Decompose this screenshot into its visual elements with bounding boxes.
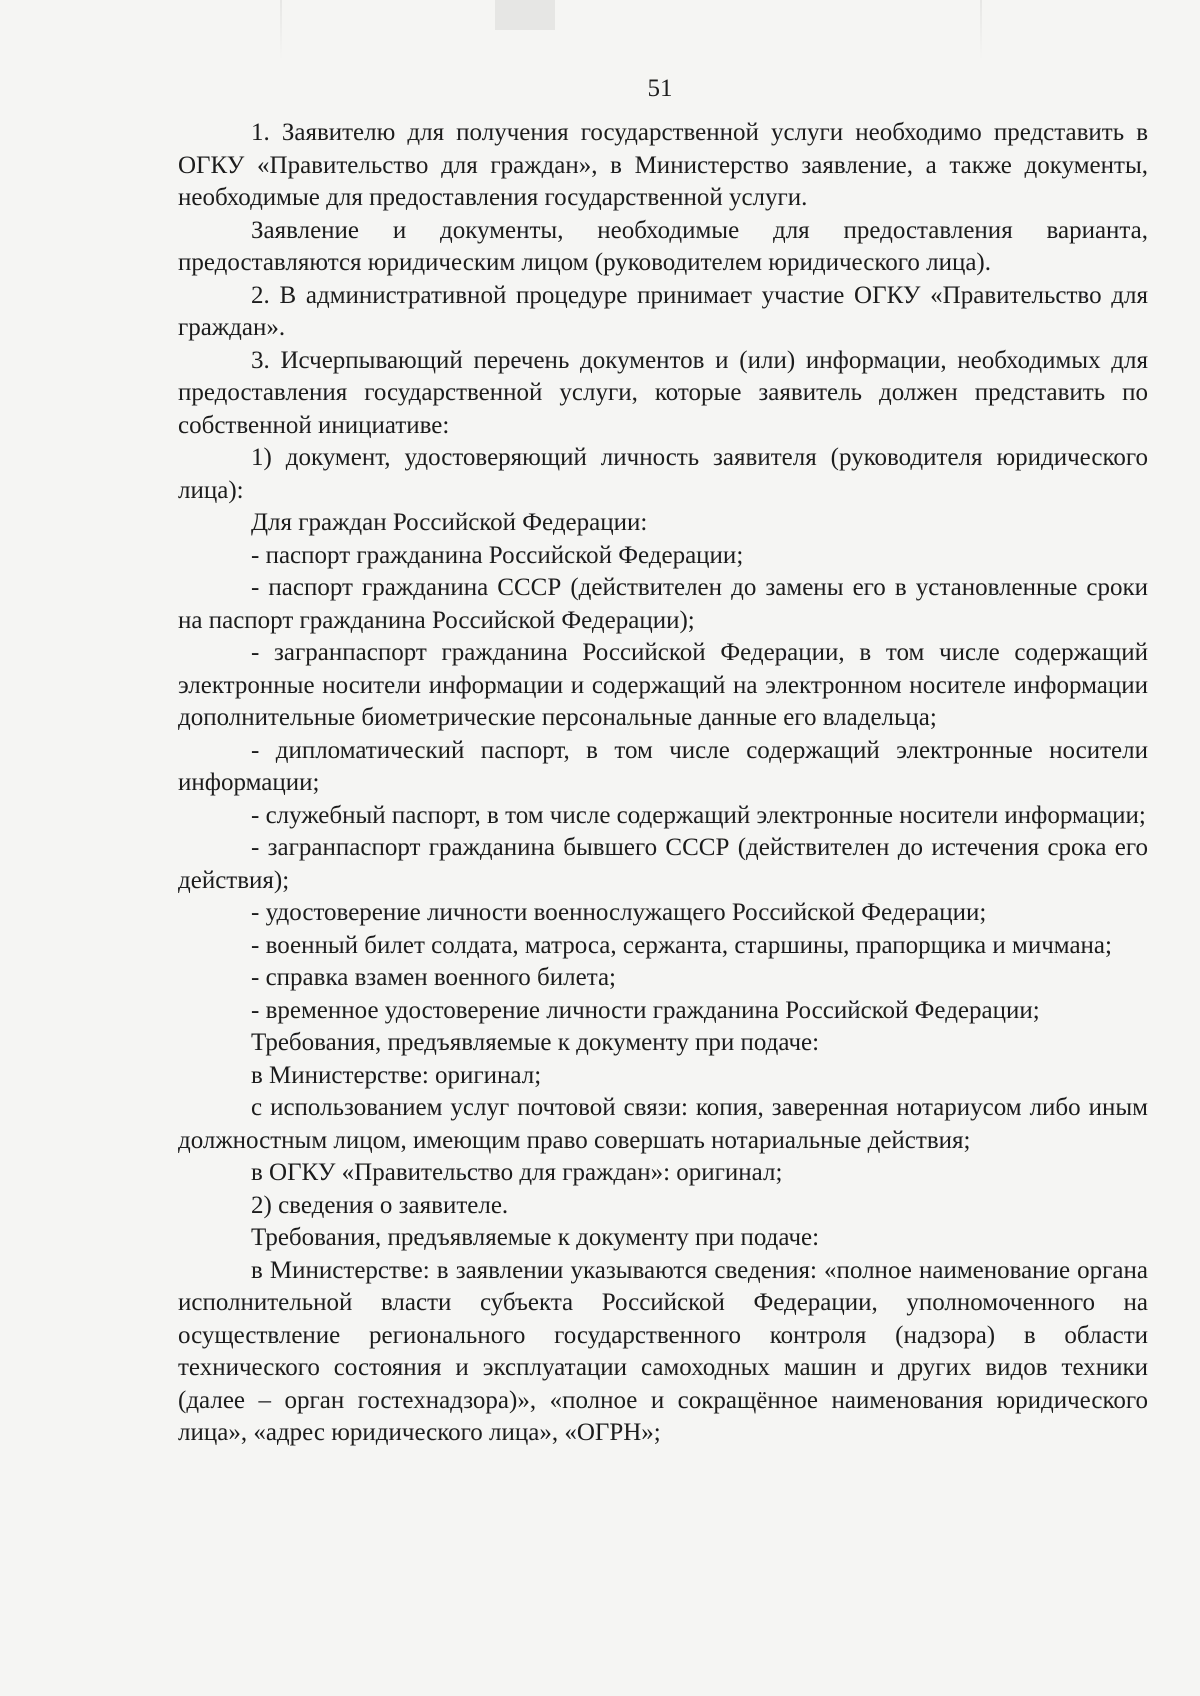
list-item: - удостоверение личности военнослужащего Российской Федерации; bbox=[251, 899, 987, 926]
scan-artifact bbox=[495, 0, 555, 30]
list-item: - военный билет солдата, матроса, сержанта, старшины, прапорщика и мичмана; bbox=[251, 931, 1112, 959]
page-number: 51 bbox=[647, 75, 673, 102]
paragraph: 2. В административной процедуре принимает участие ОГКУ «Правительство для граждан». bbox=[178, 281, 1148, 341]
paragraph: 1. Заявителю для получения государственной услуги необходимо представить в ОГКУ «Правительство для граждан», в Министерство заявление, а также документы, необходимые для предоставления государственной услуги. bbox=[178, 119, 1148, 211]
paragraph: в Министерстве: в заявлении указываются сведения: «полное наименование органа исполнительной власти субъекта Российской Федерации, уполномоченного на осуществление регионального государственного контроля (надзора) в области технического состояния и эксплуатации самоходных машин и других видов техники (далее – орган гостехнадзора)», «полное и сокращённое наименования юридического лица», «адрес юридического лица», «ОГРН»; bbox=[178, 1256, 1148, 1446]
paragraph: 3. Исчерпывающий перечень документов и (или) информации, необходимых для предоставления государственной услуги, которые заявитель должен представить по собственной инициативе: bbox=[178, 346, 1148, 439]
paragraph: 2) сведения о заявителе. bbox=[251, 1191, 509, 1219]
paragraph: Требования, предъявляемые к документу при подаче: bbox=[251, 1224, 820, 1251]
scan-artifact bbox=[980, 0, 982, 60]
list-item: - временное удостоверение личности гражданина Российской Федерации; bbox=[251, 996, 1040, 1024]
paragraph: Требования, предъявляемые к документу при подаче: bbox=[251, 1029, 820, 1056]
list-item: - паспорт гражданина СССР (действителен до замены его в установленные сроки на паспорт гражданина Российской Федерации); bbox=[178, 574, 1148, 634]
list-item: - паспорт гражданина Российской Федерации; bbox=[251, 541, 744, 569]
list-item: - служебный паспорт, в том числе содержащий электронные носители информации; bbox=[251, 801, 1146, 829]
scan-artifact bbox=[280, 0, 282, 60]
document-body bbox=[178, 117, 1148, 1450]
paragraph: Для граждан Российской Федерации: bbox=[251, 509, 648, 536]
paragraph: в ОГКУ «Правительство для граждан»: оригинал; bbox=[251, 1159, 783, 1186]
paragraph: Заявление и документы, необходимые для предоставления варианта, предоставляются юридическим лицом (руководителем юридического лица). bbox=[178, 216, 1148, 276]
list-item: - загранпаспорт гражданина Российской Федерации, в том числе содержащий электронные носители информации и содержащий на электронном носителе информации дополнительные биометрические персональные данные его владельца; bbox=[178, 639, 1148, 731]
paragraph: с использованием услуг почтовой связи: копия, заверенная нотариусом либо иным должностным лицом, имеющим право совершать нотариальные действия; bbox=[178, 1094, 1148, 1154]
list-item: - дипломатический паспорт, в том числе содержащий электронные носители информации; bbox=[178, 736, 1148, 796]
list-item: - справка взамен военного билета; bbox=[251, 964, 617, 991]
paragraph: 1) документ, удостоверяющий личность заявителя (руководителя юридического лица): bbox=[178, 444, 1148, 504]
list-item: - загранпаспорт гражданина бывшего СССР (действителен до истечения срока его действия); bbox=[178, 834, 1148, 894]
paragraph: в Министерстве: оригинал; bbox=[251, 1061, 542, 1089]
